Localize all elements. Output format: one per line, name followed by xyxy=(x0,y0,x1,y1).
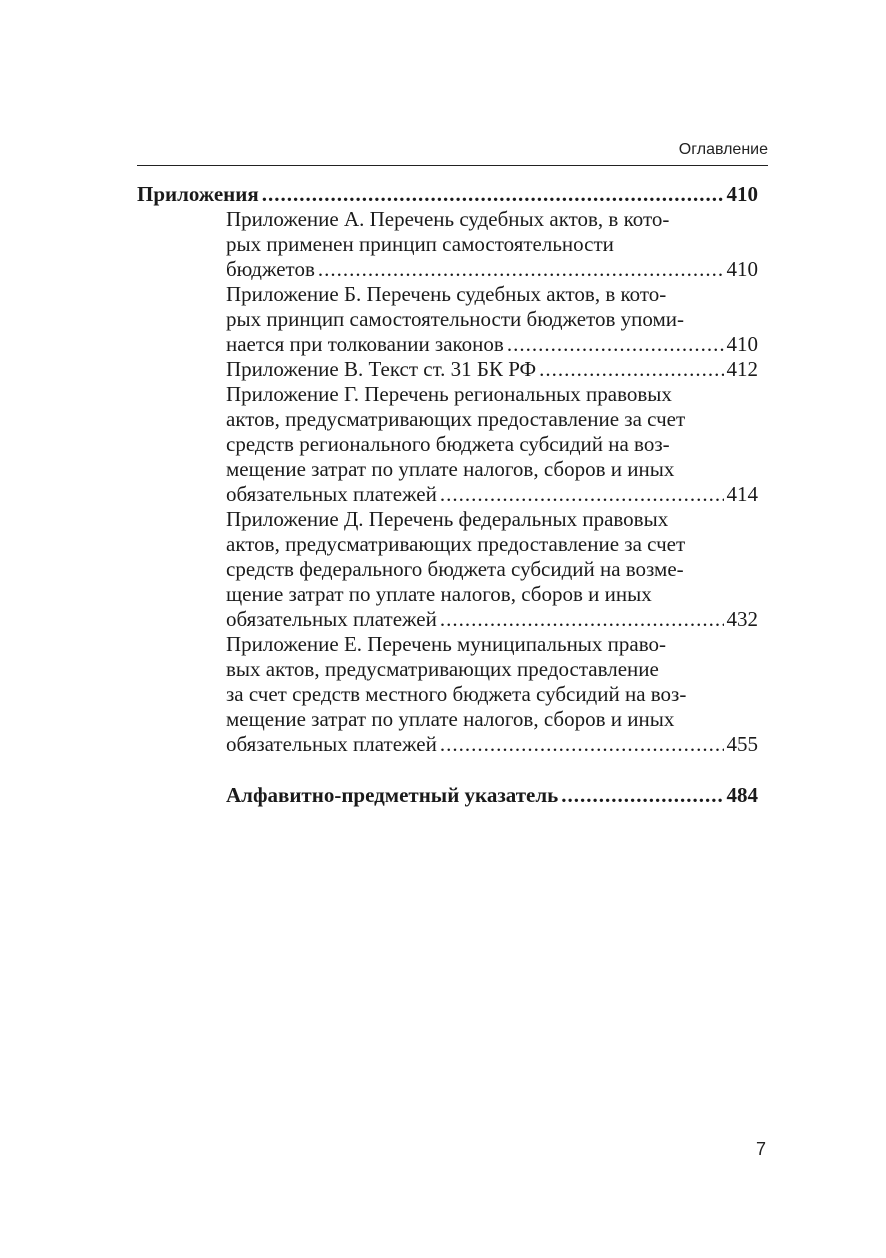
toc-entry-index[interactable] xyxy=(137,783,758,808)
running-header: Оглавление xyxy=(678,141,768,158)
toc-entry-line: вых актов, предусматривающих предоставление xyxy=(226,657,659,681)
toc-entry-last-line xyxy=(137,357,758,382)
toc-entry-line: щение затрат по уплате налогов, сборов и иных xyxy=(226,582,652,606)
toc-subentries xyxy=(137,207,758,757)
toc-entry-line: рых принцип самостоятельности бюджетов упоми- xyxy=(226,307,685,331)
toc-entry-line: Приложение Г. Перечень региональных правовых xyxy=(226,382,672,406)
toc-entry-line: мещение затрат по уплате налогов, сборов и иных xyxy=(226,707,675,731)
toc-entry-title: Приложение В. Текст ст. 31 БК РФ xyxy=(226,357,537,381)
toc-entry-title: обязательных платежей xyxy=(226,482,437,506)
toc-entry-title: обязательных платежей xyxy=(226,732,437,756)
toc-entry-line: средств регионального бюджета субсидий на воз- xyxy=(226,432,670,456)
toc-entry-last-line xyxy=(137,732,758,757)
toc-entry-appendix[interactable] xyxy=(137,282,758,357)
toc-entry-title: Приложения xyxy=(137,182,259,206)
toc-entry-line: Приложение Б. Перечень судебных актов, в кото- xyxy=(226,282,667,306)
dot-leader xyxy=(318,257,724,282)
toc-entry-appendix[interactable] xyxy=(137,507,758,632)
toc-entry-title: обязательных платежей xyxy=(226,607,437,631)
toc-entry-line: Приложение А. Перечень судебных актов, в кото- xyxy=(226,207,670,231)
toc-entry-page: 432 xyxy=(726,607,758,631)
dot-leader xyxy=(440,607,724,632)
header-rule xyxy=(137,165,768,166)
toc-entry-page: 412 xyxy=(726,357,758,381)
toc-entry-title: нается при толковании законов xyxy=(226,332,504,356)
toc-entry-appendices[interactable] xyxy=(137,182,758,207)
toc-entry-last-line xyxy=(137,332,758,357)
toc-entry-line: рых применен принцип самостоятельности xyxy=(226,232,614,256)
toc-entry-page: 414 xyxy=(726,482,758,506)
dot-leader xyxy=(440,482,724,507)
toc-entry-line: средств федерального бюджета субсидий на возме- xyxy=(226,557,684,581)
toc-entry-line: Приложение Д. Перечень федеральных правовых xyxy=(226,507,669,531)
toc-entry-appendix[interactable] xyxy=(137,632,758,757)
toc-entry-last-line xyxy=(137,482,758,507)
toc-entry-line: актов, предусматривающих предоставление за счет xyxy=(226,532,686,556)
toc-entry-appendix[interactable] xyxy=(137,207,758,282)
spacer xyxy=(137,757,758,783)
toc-entry-appendix[interactable] xyxy=(137,382,758,507)
toc-entry-last-line xyxy=(137,607,758,632)
dot-leader xyxy=(262,182,724,207)
table-of-contents xyxy=(137,182,758,808)
dot-leader xyxy=(561,783,723,808)
dot-leader xyxy=(507,332,724,357)
toc-entry-line: актов, предусматривающих предоставление за счет xyxy=(226,407,686,431)
toc-entry-last-line xyxy=(137,257,758,282)
toc-entry-page: 410 xyxy=(726,257,758,281)
toc-entry-title: бюджетов xyxy=(226,257,315,281)
toc-entry-line: Приложение Е. Перечень муниципальных право- xyxy=(226,632,666,656)
toc-entry-page: 455 xyxy=(726,732,758,756)
toc-entry-page: 484 xyxy=(726,783,758,807)
page-number: 7 xyxy=(755,1139,766,1159)
toc-entry-page: 410 xyxy=(726,332,758,356)
toc-entry-title: Алфавитно-предметный указатель xyxy=(226,783,559,807)
toc-entry-page: 410 xyxy=(726,182,758,206)
toc-entry-line: за счет средств местного бюджета субсидий на воз- xyxy=(226,682,687,706)
dot-leader xyxy=(440,732,724,757)
toc-entry-appendix[interactable] xyxy=(137,357,758,382)
dot-leader xyxy=(539,357,723,382)
toc-entry-line: мещение затрат по уплате налогов, сборов и иных xyxy=(226,457,675,481)
